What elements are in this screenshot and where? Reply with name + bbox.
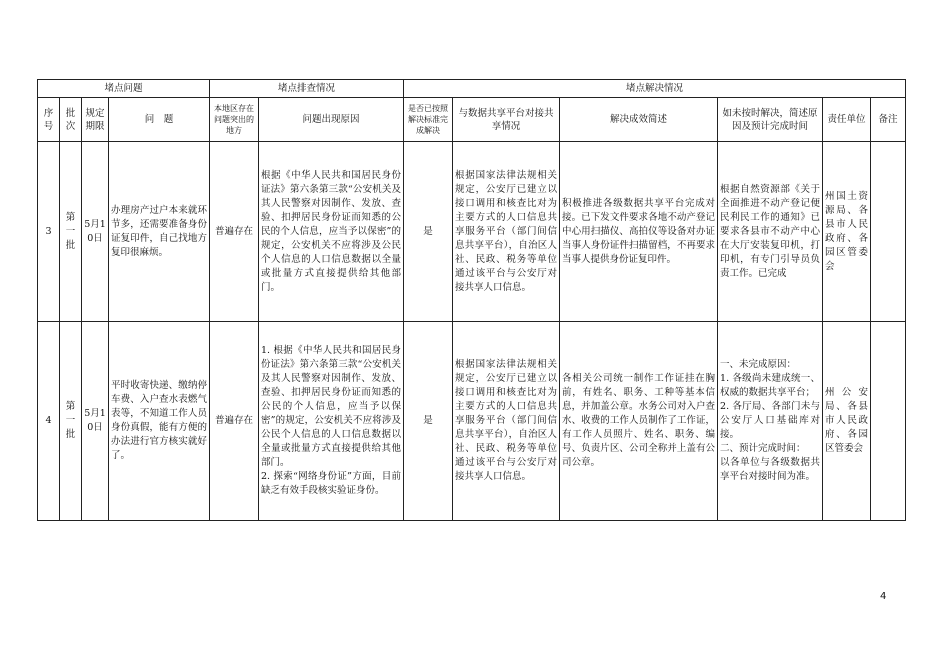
col-seq: 序号	[38, 98, 60, 142]
row-seq: 3	[38, 142, 60, 322]
column-header-row	[38, 98, 906, 142]
row-problem: 平时收寄快递、缴纳停车费、入户查水表燃气表等，不知道工作人员身份真假，能有方便的办法进行官方核实就好了。	[109, 322, 210, 521]
col-problem: 问 题	[109, 98, 210, 142]
row-problem: 办理房产过户本来就环节多，还需要准备身份证复印件，自己找地方复印很麻烦。	[109, 142, 210, 322]
row-note	[871, 142, 906, 322]
col-unit: 责任单位	[823, 98, 871, 142]
row-deadline: 5月10日	[82, 322, 109, 521]
row-deadline: 5月10日	[82, 142, 109, 322]
row-unit: 州国土资源局、各县市人民政府、各园区管委会	[823, 142, 871, 322]
col-batch: 批次	[60, 98, 82, 142]
row-batch: 第一批	[60, 322, 82, 521]
row-cause: 1. 根据《中华人民共和国居民身份证法》第六条第三款“公安机关及其人民警察对因制作、发放、查验、扣押居民身份证而知悉的公民的个人信息，应当予以保密”的规定，公安机关不应将涉及公民个人信息的人口信息数据以全量或批量方式直接提供给其他部门。 2. 探索“网络身份证”方面，目前缺乏有效手段核实验证身份。	[259, 322, 404, 521]
row-batch: 第一批	[60, 142, 82, 322]
problem-table	[37, 79, 906, 521]
group-header-row	[38, 80, 906, 98]
row-seq: 4	[38, 322, 60, 521]
row-summary: 各相关公司统一制作工作证挂在胸前，有姓名、职务、工种等基本信息，并加盖公章。水务公司对入户查水、收费的工作人员制作了工作证，有工作人员照片、姓名、职务、编号、负责片区、公司全称并上盖有公司公章。	[560, 322, 718, 521]
col-deadline: 规定期限	[82, 98, 109, 142]
row-local-region: 普遍存在	[210, 142, 259, 322]
table-row	[38, 142, 906, 322]
row-unit: 州公安局、各县市人民政府、各园区管委会	[823, 322, 871, 521]
col-local-region: 本地区存在问题突出的地方	[210, 98, 259, 142]
page-number: 4	[880, 591, 887, 602]
group-header-problems: 堵点问题	[38, 80, 210, 98]
col-cause: 问题出现原因	[259, 98, 404, 142]
group-header-resolution: 堵点解决情况	[404, 80, 906, 98]
row-resolved: 是	[404, 322, 453, 521]
row-note	[871, 322, 906, 521]
row-cause: 根据《中华人民共和国居民身份证法》第六条第三款“公安机关及其人民警察对因制作、发放、查验、扣押居民身份证而知悉的公民的个人信息，应当予以保密”的规定，公安机关不应将涉及公民个人信息的人口信息数据以全量或批量方式直接提供给其他部门。	[259, 142, 404, 322]
col-platform: 与数据共享平台对接共享情况	[453, 98, 560, 142]
row-summary: 积极推进各级数据共享平台完成对接。已下发文件要求各地不动产登记中心用扫描仪、高拍仪等设备对办证当事人身份证件扫描留档，不再要求当事人提供身份证复印件。	[560, 142, 718, 322]
table-row	[38, 322, 906, 521]
row-platform: 根据国家法律法规相关规定，公安厅已建立以接口调用和核查比对为主要方式的人口信息共享服务平台（部门间信息共享平台），自治区人社、民政、税务等单位通过该平台与公安厅对接共享人口信息。	[453, 142, 560, 322]
row-resolved: 是	[404, 142, 453, 322]
col-note: 备注	[871, 98, 906, 142]
row-local-region: 普遍存在	[210, 322, 259, 521]
col-resolved: 是否已按照解决标准完成解决	[404, 98, 453, 142]
row-unfinished: 一、未完成原因： 1. 各级尚未建成统一、权威的数据共享平台； 2. 各厅局、各部门未与公安厅人口基础库对接。 二、预计完成时间： 以各单位与各级数据共享平台对接时间为准。	[718, 322, 823, 521]
col-summary: 解决成效简述	[560, 98, 718, 142]
group-header-investigation: 堵点排查情况	[210, 80, 404, 98]
row-platform: 根据国家法律法规相关规定，公安厅已建立以接口调用和核查比对为主要方式的人口信息共享服务平台（部门间信息共享平台），自治区人社、民政、税务等单位通过该平台与公安厅对接共享人口信息。	[453, 322, 560, 521]
row-unfinished: 根据自然资源部《关于全面推进不动产登记便民利民工作的通知》已要求各县市不动产中心在大厅安装复印机，打印机，有专门引导员负责工作。已完成	[718, 142, 823, 322]
col-unfinished: 如未按时解决，简述原因及预计完成时间	[718, 98, 823, 142]
